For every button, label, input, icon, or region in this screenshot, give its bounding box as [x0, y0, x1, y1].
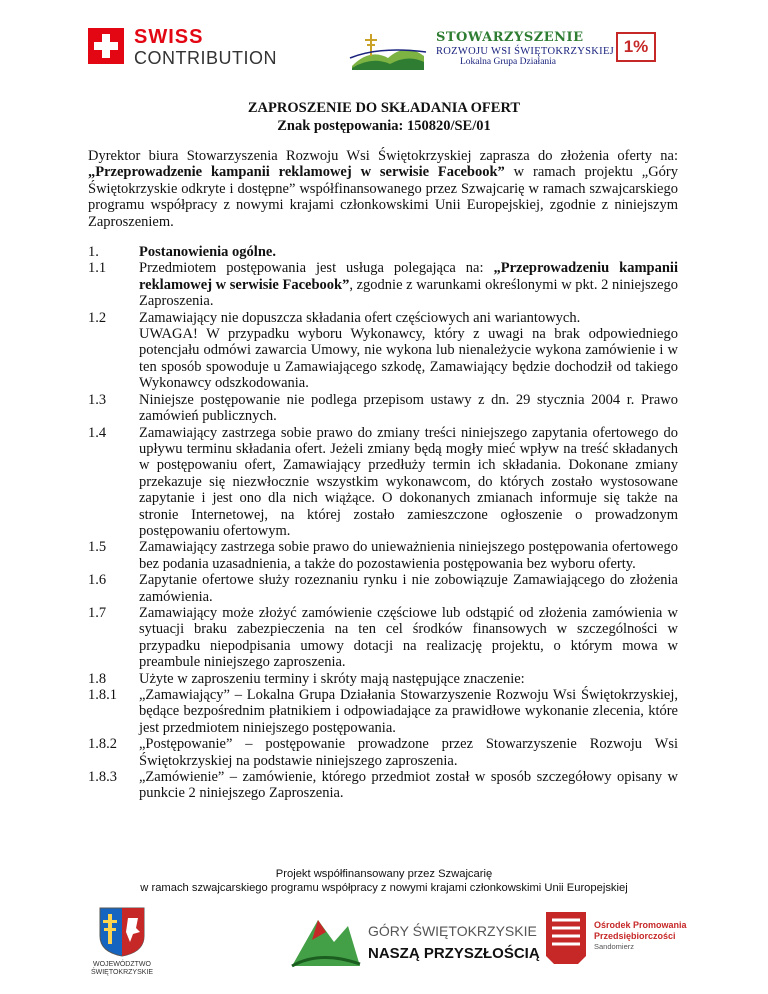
gory-swietokrzyskie-logo [290, 906, 540, 970]
wojewodztwo-swietokrzyskie-logo [86, 906, 158, 976]
section-number: 1.8 [88, 670, 107, 687]
section-number: 1.7 [88, 604, 107, 621]
oppp-logo-line3: Sandomierz [594, 942, 635, 951]
title-line1: ZAPROSZENIE DO SKŁADANIA OFERT [247, 100, 521, 116]
section-1-2 [88, 310, 678, 392]
footer-line1: Projekt współfinansowany przez Szwajcarię [275, 868, 493, 880]
section-number: 1.2 [88, 309, 107, 326]
section-number: 1.3 [88, 391, 107, 408]
woj-logo-line2: ŚWIĘTOKRZYSKIE [90, 969, 154, 976]
section-text-a: Przedmiotem postępowania jest usługa polegająca na: [139, 260, 494, 277]
section-1-7 [88, 605, 678, 671]
section-1-6 [88, 572, 678, 605]
gory-logo-line1: GÓRY ŚWIĘTOKRZYSKIE [368, 923, 537, 939]
section-number: 1. [88, 244, 99, 261]
section-number: 1.4 [88, 424, 107, 441]
section-text: Zapytanie ofertowe służy rozeznaniu rynku i nie zobowiązuje Zamawiającego do złożenia zamówienia. [139, 572, 678, 605]
gory-logo-line2: NASZĄ PRZYSZŁOŚCIĄ [368, 945, 540, 962]
srws-logo [350, 26, 680, 74]
section-number: 1.8.2 [88, 736, 117, 753]
document-title [0, 99, 768, 135]
oppp-logo-line2: Przedsiębiorczości [594, 931, 676, 941]
section-1-8 [88, 671, 678, 687]
section-1-3 [88, 392, 678, 425]
section-number: 1.6 [88, 572, 107, 589]
document-body [88, 148, 678, 802]
swiss-flag-icon [88, 28, 124, 64]
section-text: „Postępowanie” – postępowanie prowadzone przez Stowarzyszenie Rozwoju Wsi Świętokrzyskiej na podstawie niniejszego zaproszenia. [139, 736, 678, 769]
section-text-line: Zamawiający nie dopuszcza składania ofert częściowych ani wariantowych. [139, 309, 581, 326]
section-number: 1.5 [88, 539, 107, 556]
section-text: „Zamawiający” – Lokalna Grupa Działania Stowarzyszenie Rozwoju Wsi Świętokrzyskiej, będące bezpośrednim płatnikiem i odpowiadające za prawidłowe wykonanie zlecenia, które jest przedmiotem niniejszego postępowania. [139, 687, 678, 736]
footer-cofinancing-note [0, 867, 768, 895]
section-text [139, 260, 678, 309]
section-heading: Postanowienia ogólne. [139, 244, 276, 261]
intro-text-a: Dyrektor biura Stowarzyszenia Rozwoju Wsi Świętokrzyskiej zaprasza do złożenia oferty na: [88, 148, 678, 164]
section-1-4 [88, 425, 678, 540]
srws-logo-line1: STOWARZYSZENIE [436, 30, 584, 45]
section-text: Niniejsze postępowanie nie podlega przepisom ustawy z dn. 29 stycznia 2004 r. Prawo zamówień publicznych. [139, 391, 678, 425]
srws-logo-line3: Lokalna Grupa Działania [460, 57, 557, 67]
footer-line2: w ramach szwajcarskiego programu współpracy z nowymi krajami członkowskimi Unii Europejskiej [140, 882, 628, 894]
swiss-logo-line1: SWISS [134, 26, 204, 48]
title-line2: Znak postępowania: 150820/SE/01 [277, 118, 491, 134]
section-1-8-3 [88, 769, 678, 802]
landscape-emblem-icon [350, 28, 426, 70]
section-1 [88, 244, 678, 260]
section-number: 1.8.1 [88, 687, 117, 703]
section-text: „Zamówienie” – zamówienie, którego przedmiot został w sposób szczegółowy opisany w punkcie 2 niniejszego Zaproszenia. [139, 769, 678, 802]
section-number: 1.8.3 [88, 769, 117, 786]
swiss-contribution-logo [88, 28, 278, 74]
oppp-sandomierz-logo [540, 906, 700, 970]
section-1-1 [88, 260, 678, 309]
section-text: Zamawiający może złożyć zamówienie częściowe lub odstąpić od złożenia zamówienia w sytuacji braku zabezpieczenia na ten cel środków finansowych w szczególności w przypadku niepodpisania umowy dotacji na realizację projektu, o którym mowa w preambule niniejszego zaproszenia. [139, 604, 678, 671]
section-text-bold: „Przeprowadzeniu kampanii reklamowej w serwisie Facebook” [139, 260, 678, 293]
section-text [139, 310, 678, 392]
intro-text-bold: „Przeprowadzenie kampanii reklamowej w serwisie Facebook” [88, 164, 505, 181]
srws-logo-line2: ROZWOJU WSI ŚWIĘTOKRZYSKIEJ [436, 46, 615, 57]
section-text: Zamawiający zastrzega sobie prawo do zmiany treści niniejszego zapytania ofertowego do upływu terminu składania ofert. Jeżeli zmiany będą mogły mieć wpływ na treść składanych w postępowaniu ofert, Zamawiający przedłuży termin ich składania. Dokonane zmiany przekazuje się niezwłocznie wszystkim wykonawcom, do których zostało wystosowane zapytanie i jest ono dla nich wiążące. O dokonanych zmianach informuje się także na stronie Internetowej, na której zostało zamieszczone ogłoszenie o prowadzonym postępowaniu ofertowym. [139, 424, 678, 539]
intro-text-c: w ramach projektu „Góry Świętokrzyskie odkryte i dostępne” współfinansowanego przez Szwajcarię w ramach szwajcarskiego programu współpracy z nowymi krajami członkowskimi Unii Europejskiej, zgodnie z niniejszym Zaproszeniem. [88, 164, 678, 230]
section-text-warning: UWAGA! W przypadku wyboru Wykonawcy, który z uwagi na brak odpowiedniego potencjału odmówi zawarcia Umowy, nie wykona lub nienależycie wykona zamówienie i w ten sposób spowoduje u Zamawiającego szkodę, Zamawiający będzie dochodził od takiego Wykonawcy odszkodowania. [139, 326, 678, 392]
section-text: Użyte w zaproszeniu terminy i skróty mają następujące znaczenie: [139, 670, 525, 687]
oppp-logo-line1: Ośrodek Promowania [594, 920, 687, 930]
section-1-8-2 [88, 736, 678, 769]
swiss-logo-line2: CONTRIBUTION [134, 48, 277, 68]
section-1-8-1 [88, 687, 678, 736]
one-percent-badge: 1% [616, 32, 656, 62]
section-number: 1.1 [88, 260, 107, 277]
intro-paragraph [88, 148, 678, 230]
section-text-c: , zgodnie z warunkami określonymi w pkt. 2 niniejszego Zaproszenia. [139, 276, 678, 310]
section-1-5 [88, 539, 678, 572]
section-text: Zamawiający zastrzega sobie prawo do unieważnienia niniejszego postępowania ofertowego bez podania uzasadnienia, a także do pozostawienia postępowania bez wyboru oferty. [139, 539, 678, 572]
woj-logo-line1: WOJEWÓDZTWO [93, 961, 151, 968]
